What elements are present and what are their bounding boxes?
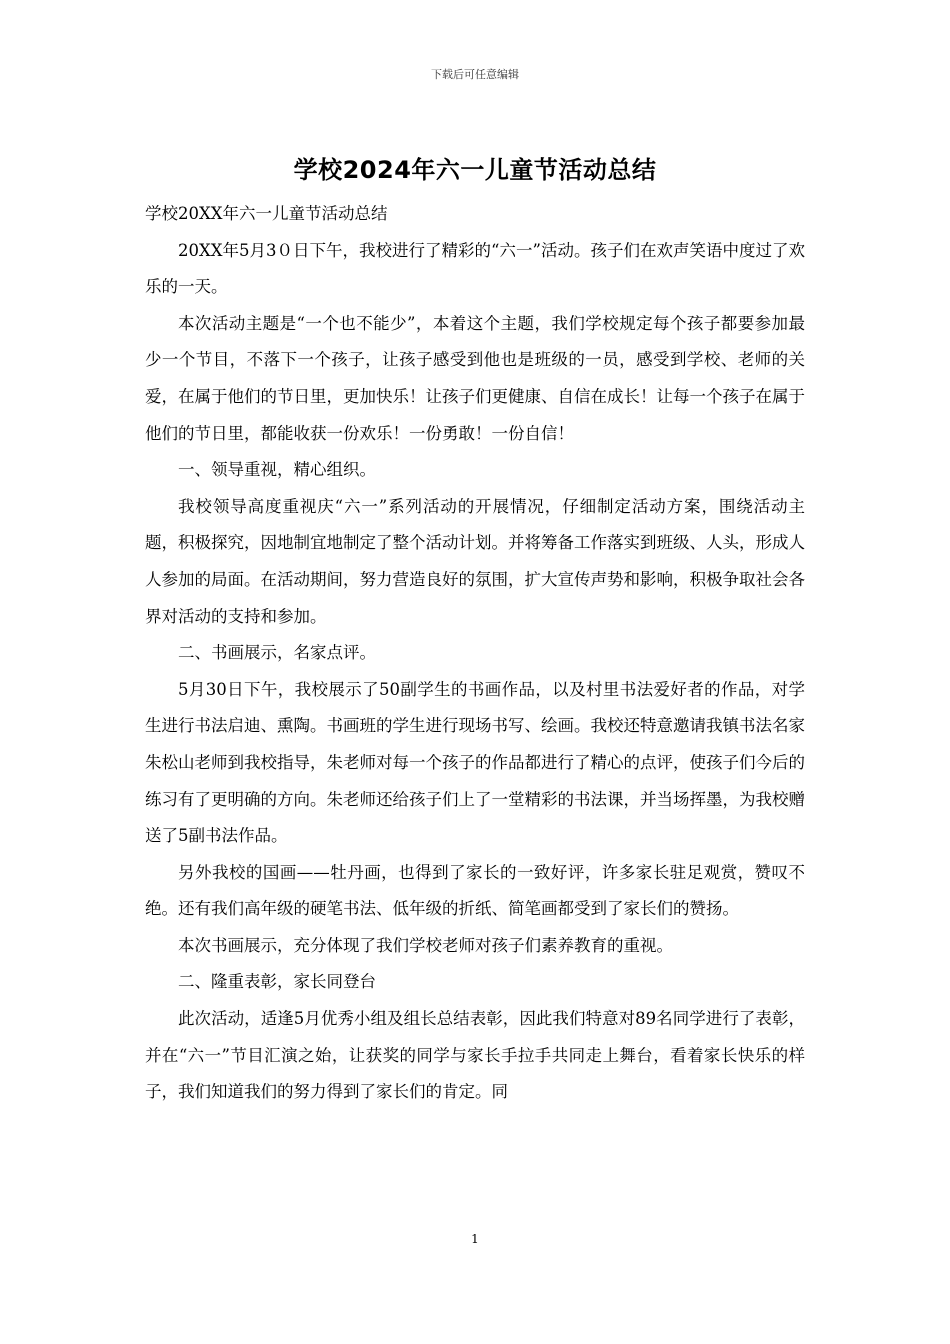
body-paragraph: 我校领导高度重视庆“六一”系列活动的开展情况，仔细制定活动方案，围绕活动主题，积极探究，因地制宜地制定了整个活动计划。并将筹备工作落实到班级、人头，形成人人参加的局面。在活动期间，努力营造良好的氛围，扩大宣传声势和影响，积极争取社会各界对活动的支持和参加。: [145, 496, 805, 626]
body-paragraph: 此次活动，适逢5月优秀小组及组长总结表彰，因此我们特意对89名同学进行了表彰，并在“六一”节目汇演之始，让获奖的同学与家长手拉手共同走上舞台，看着家长快乐的样子，我们知道我们的努力得到了家长们的肯定。同: [145, 1009, 805, 1102]
body-paragraph: 另外我校的国画——牡丹画，也得到了家长的一致好评，许多家长驻足观赏，赞叹不绝。还有我们高年级的硬笔书法、低年级的折纸、简笔画都受到了家长们的赞扬。: [145, 862, 805, 919]
page-number: 1: [471, 1232, 479, 1246]
page-header: 下载后可任意编辑: [431, 68, 519, 81]
body-paragraph: 20XX年5月3０日下午，我校进行了精彩的“六一”活动。孩子们在欢声笑语中度过了欢乐的一天。: [145, 240, 805, 297]
body-paragraph: 本次书画展示，充分体现了我们学校老师对孩子们素养教育的重视。: [178, 935, 673, 955]
body-paragraph: 一、领导重视，精心组织。: [178, 460, 376, 480]
document-body: [145, 196, 805, 1111]
document-title: 学校2024年六一儿童节活动总结: [293, 156, 657, 184]
body-paragraph: 二、书画展示，名家点评。: [178, 643, 376, 663]
body-paragraph: 5月30日下午，我校展示了50副学生的书画作品，以及村里书法爱好者的作品，对学生进行书法启迪、熏陶。书画班的学生进行现场书写、绘画。我校还特意邀请我镇书法名家朱松山老师到我校指导，朱老师对每一个孩子的作品都进行了精心的点评，使孩子们今后的练习有了更明确的方向。朱老师还给孩子们上了一堂精彩的书法课，并当场挥墨，为我校赠送了5副书法作品。: [145, 679, 805, 846]
body-paragraph: 二、隆重表彰，家长同登台: [178, 972, 376, 992]
subtitle-paragraph: 学校20XX年六一儿童节活动总结: [145, 204, 388, 223]
body-paragraph: 本次活动主题是“一个也不能少”，本着这个主题，我们学校规定每个孩子都要参加最少一个节目，不落下一个孩子，让孩子感受到他也是班级的一员，感受到学校、老师的关爱，在属于他们的节日里，更加快乐！让孩子们更健康、自信在成长！让每一个孩子在属于他们的节日里，都能收获一份欢乐！一份勇敢！一份自信！: [145, 313, 805, 443]
